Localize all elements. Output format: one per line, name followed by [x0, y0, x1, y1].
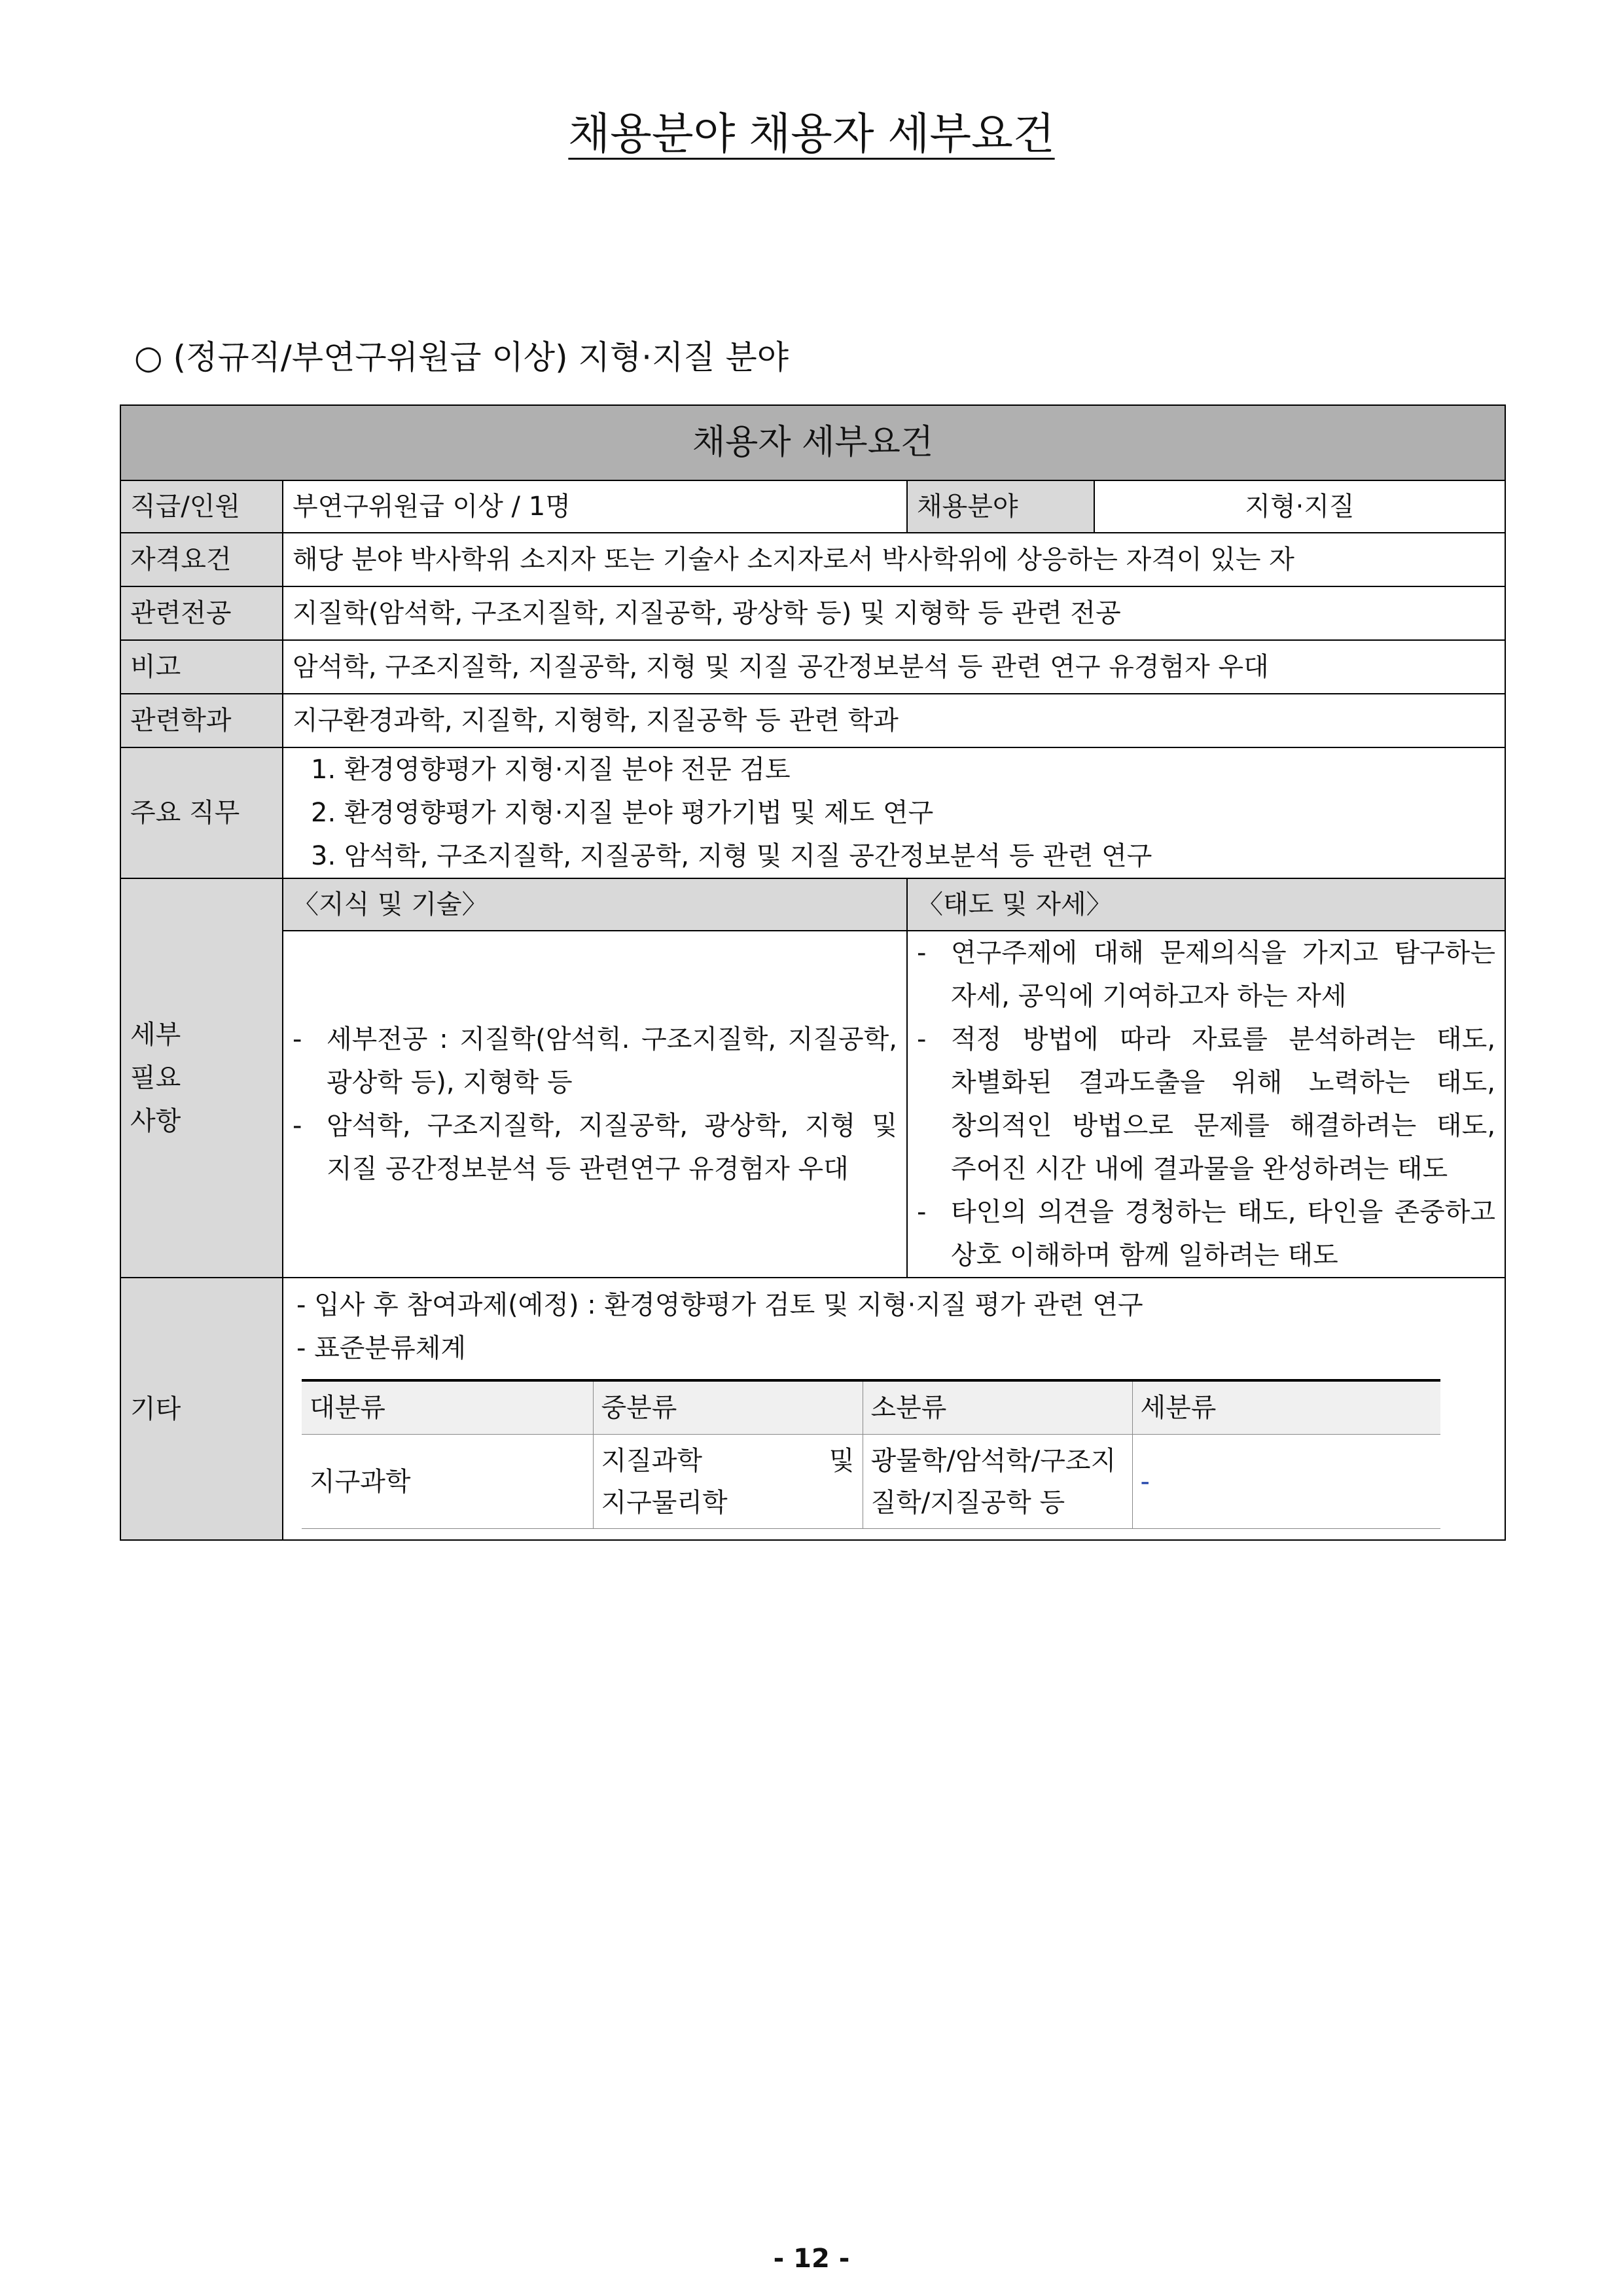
- class-middle-line1: [601, 1440, 855, 1482]
- class-minor-b: 질학/지질공학 등: [870, 1487, 1065, 1518]
- detail-label-line1: 세부 필요: [130, 1020, 181, 1093]
- classification-table: [302, 1379, 1440, 1529]
- class-header-detail: 세분류: [1132, 1380, 1440, 1435]
- rank-label: 직급/인원: [120, 480, 283, 533]
- field-value: 지형·지질: [1094, 480, 1505, 533]
- major-value: 지질학(암석학, 구조지질학, 지질공학, 광상학 등) 및 지형학 등 관련 전공: [283, 586, 1505, 640]
- major-label: 관련전공: [120, 586, 283, 640]
- qualification-label: 자격요건: [120, 533, 283, 586]
- section-heading: ○ (정규직/부연구위원급 이상) 지형·지질 분야: [134, 338, 789, 376]
- attitude-item: - 적정 방법에 따라 자료를 분석하려는 태도, 차별화된 결과도출을 위해 노력하는 태도, 창의적인 방법으로 문제를 해결하려는 태도, 주어진 시간 내에 결과물을 완성하려는 태도: [917, 1018, 1495, 1191]
- knowledge-item: - 암석학, 구조지질학, 지질공학, 광상학, 지형 및 지질 공간정보분석 등 관련연구 유경험자 우대: [293, 1104, 897, 1191]
- knowledge-list: [293, 1018, 897, 1191]
- requirements-table: [120, 404, 1506, 1541]
- qualification-value: 해당 분야 박사학위 소지자 또는 기술사 소지자로서 박사학위에 상응하는 자격이 있는 자: [283, 533, 1505, 586]
- attitude-header: 〈태도 및 자세〉: [907, 878, 1505, 931]
- class-middle-a: 지질과학: [601, 1445, 703, 1476]
- knowledge-item: - 세부전공 : 지질학(암석힉. 구조지질학, 지질공학, 광상학 등), 지형학 등: [293, 1018, 897, 1104]
- detail-label-line2: 사항: [130, 1106, 181, 1136]
- class-header-major: 대분류: [302, 1380, 593, 1435]
- class-minor-a: 광물학/암석학/구조지: [870, 1445, 1116, 1476]
- class-middle-and: 및: [829, 1445, 855, 1476]
- class-detail-value: -: [1132, 1435, 1440, 1529]
- dept-label: 관련학과: [120, 694, 283, 747]
- etc-line: - 입사 후 참여과제(예정) : 환경영향평가 검토 및 지형·지질 평가 관련 연구: [293, 1283, 1495, 1327]
- note-value: 암석학, 구조지질학, 지질공학, 지형 및 지질 공간정보분석 등 관련 연구 유경험자 우대: [283, 640, 1505, 694]
- etc-cell: [283, 1278, 1505, 1540]
- duties-list: [293, 748, 1495, 878]
- duty-item: 1. 환경영향평가 지형·지질 분야 전문 검토: [311, 755, 791, 785]
- class-minor-value: [863, 1435, 1132, 1529]
- attitude-cell: [907, 931, 1505, 1278]
- page-title-text: 채용분야 채용자 세부요건: [568, 109, 1055, 159]
- class-middle-value: [593, 1435, 863, 1529]
- rank-value: 부연구위원급 이상 / 1명: [283, 480, 907, 533]
- attitude-list: [917, 931, 1495, 1277]
- class-middle-b: 지구물리학: [601, 1487, 728, 1518]
- class-major-value: 지구과학: [302, 1435, 593, 1529]
- knowledge-cell: [283, 931, 907, 1278]
- note-label: 비고: [120, 640, 283, 694]
- knowledge-header: 〈지식 및 기술〉: [283, 878, 907, 931]
- dept-value: 지구환경과학, 지질학, 지형학, 지질공학 등 관련 학과: [283, 694, 1505, 747]
- etc-lines: [293, 1283, 1495, 1370]
- detail-label: [120, 878, 283, 1278]
- duties-label: 주요 직무: [120, 747, 283, 878]
- duties-cell: [283, 747, 1505, 878]
- etc-line: - 표준분류체계: [293, 1327, 1495, 1370]
- attitude-item: - 타인의 의견을 경청하는 태도, 타인을 존중하고 상호 이해하며 함께 일하려는 태도: [917, 1191, 1495, 1277]
- page-number: - 12 -: [773, 2244, 850, 2274]
- attitude-item: - 연구주제에 대해 문제의식을 가지고 탐구하는 자세, 공익에 기여하고자 하는 자세: [917, 931, 1495, 1018]
- duty-item: 3. 암석학, 구조지질학, 지질공학, 지형 및 지질 공간정보분석 등 관련 연구: [311, 841, 1152, 871]
- duty-item: 2. 환경영향평가 지형·지질 분야 평가기법 및 제도 연구: [311, 798, 934, 828]
- page-title: [0, 108, 1623, 160]
- etc-label: 기타: [120, 1278, 283, 1540]
- table-header: 채용자 세부요건: [120, 405, 1505, 480]
- field-label: 채용분야: [907, 480, 1094, 533]
- class-header-minor: 소분류: [863, 1380, 1132, 1435]
- class-header-middle: 중분류: [593, 1380, 863, 1435]
